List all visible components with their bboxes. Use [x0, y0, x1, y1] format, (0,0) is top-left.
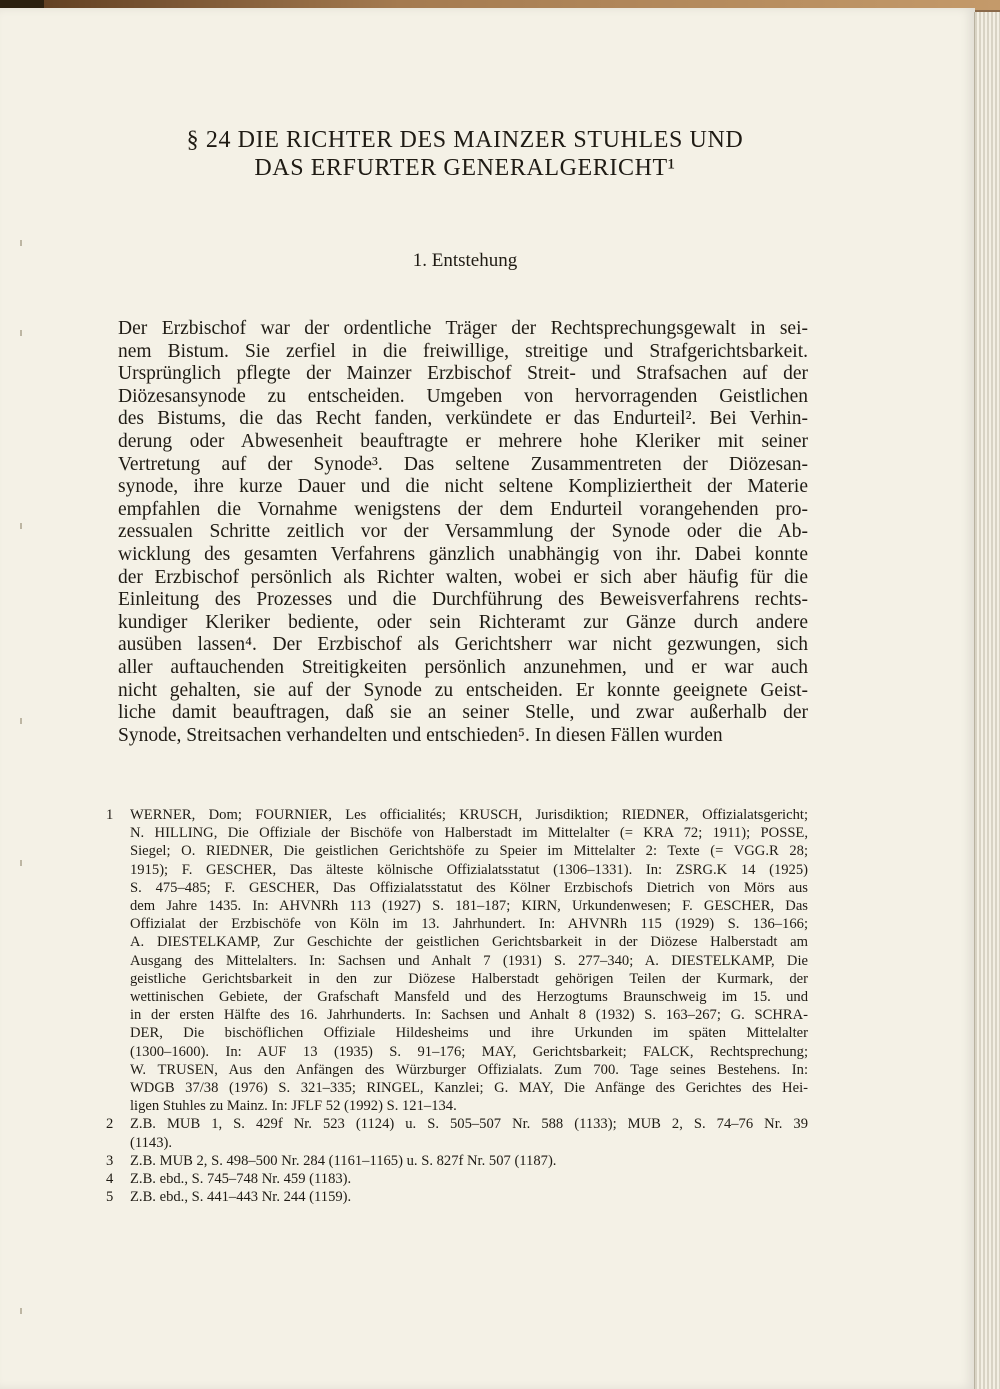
- body-line: ausüben lassen⁴. Der Erzbischof als Gerichtsherr war nicht gezwungen, sich: [118, 634, 808, 656]
- body-line: aller auftauchenden Streitigkeiten persönlich anzunehmen, und er war auch: [118, 656, 808, 678]
- footnote-number: 3: [106, 1152, 114, 1169]
- footnote-line: WERNER, Dom; FOURNIER, Les officialités; KRUSCH, Jurisdiktion; RIEDNER, Offizialatsgericht;: [130, 807, 808, 823]
- footnote-number: 1: [106, 807, 114, 823]
- body-line: des Bistums, die das Recht fanden, verkündete er das Endurteil². Bei Verhin-: [118, 408, 808, 430]
- body-line: Der Erzbischof war der ordentliche Träger der Rechtsprechungsgewalt in sei-: [118, 318, 808, 339]
- footnote-line: dem Jahre 1435. In: AHVNRh 113 (1927) S. 181–187; KIRN, Urkundenwesen; F. GESCHER, Das: [130, 898, 808, 915]
- body-line: derung oder Abwesenheit beauftragte er mehrere hohe Kleriker mit seiner: [118, 430, 808, 452]
- footnote-line: (1300–1600). In: AUF 13 (1935) S. 91–176; MAY, Gerichtsbarkeit; FALCK, Rechtsprechung;: [130, 1043, 808, 1060]
- heading-line-2: DAS ERFURTER GENERALGERICHT¹: [254, 155, 676, 181]
- footnote-line: Z.B. MUB 2, S. 498–500 Nr. 284 (1161–1165) u. S. 827f Nr. 507 (1187).: [130, 1152, 557, 1169]
- footnote-line: S. 475–485; F. GESCHER, Das Offizialatsstatut des Kölner Erzbischofs Dietrich von Mörs aus: [130, 879, 808, 896]
- footnote-number: 2: [106, 1116, 114, 1133]
- footnote-number: 5: [106, 1189, 114, 1206]
- footnote-line: in der ersten Hälfte des 16. Jahrhunderts. In: Sachsen und Anhalt 8 (1932) S. 163–267; G. SCHRA-: [130, 1007, 808, 1024]
- subsection-heading: 1. Entstehung: [412, 250, 518, 271]
- footnote-line: geistliche Gerichtsbarkeit in den zur Diözese Halberstadt gehörigen Teilen der Kurmark, der: [130, 970, 808, 987]
- body-line: Vertretung auf der Synode³. Das seltene Zusammentreten der Diözesan-: [118, 453, 808, 475]
- page-edges: [974, 12, 1000, 1389]
- footnote-line: WDGB 37/38 (1976) S. 321–335; RINGEL, Kanzlei; G. MAY, Die Anfänge des Gerichtes des Hei-: [130, 1080, 808, 1097]
- body-paragraph: [118, 318, 808, 747]
- body-line: nicht gehalten, sie auf der Synode zu entscheiden. Er konnte geeignete Geist-: [118, 679, 808, 701]
- body-line: synode, ihre kurze Dauer und die nicht seltene Kompliziertheit der Materie: [118, 476, 808, 498]
- footnote-line: wettinischen Gebiete, der Grafschaft Mansfeld und des Herzogtums Braunschweig im 15. und: [130, 989, 808, 1006]
- body-line: Diözesansynode zu entscheiden. Umgeben von hervorragenden Geistlichen: [118, 385, 808, 407]
- footnote-line: Z.B. ebd., S. 745–748 Nr. 459 (1183).: [130, 1171, 352, 1188]
- footnote: [106, 1115, 808, 1151]
- body-line: nem Bistum. Sie zerfiel in die freiwillige, streitige und Strafgerichtsbarkeit.: [118, 340, 808, 362]
- body-line: kundiger Kleriker bediente, oder sein Richteramt zur Gänze durch andere: [118, 611, 808, 633]
- body-line: Synode, Streitsachen verhandelten und entschieden⁵. In diesen Fällen wurden: [118, 724, 723, 746]
- footnote-line: W. TRUSEN, Aus den Anfängen des Würzburger Offizialats. Zum 700. Tage seines Bestehens. In:: [130, 1061, 808, 1078]
- section-heading: [120, 126, 810, 182]
- footnote: [106, 1152, 808, 1170]
- footnote: [106, 1188, 808, 1206]
- footnote-line: N. HILLING, Die Offiziale der Bischöfe von Halberstadt im Mittelalter (= KRA 72; 1911); POSSE,: [130, 825, 808, 842]
- body-line: Ursprünglich pflegte der Mainzer Erzbischof Streit- und Strafsachen auf der: [118, 363, 808, 385]
- footnote-line: Ausgang des Mittelalters. In: Sachsen und Anhalt 7 (1931) S. 277–340; A. DIESTELKAMP, Die: [130, 952, 808, 969]
- footnote-line: Siegel; O. RIEDNER, Die geistlichen Gerichtshöfe zu Speier im Mittelalter 2: Texte (= VGG.R 28;: [130, 843, 808, 860]
- heading-line-1: § 24 DIE RICHTER DES MAINZER STUHLES UND: [186, 127, 744, 153]
- footnote-number: 4: [106, 1171, 114, 1188]
- footnote-line: ligen Stuhles zu Mainz. In: JFLF 52 (1992) S. 121–134.: [130, 1098, 457, 1115]
- body-line: Einleitung des Prozesses und die Durchführung des Beweisverfahrens rechts-: [118, 589, 808, 611]
- body-line: der Erzbischof persönlich als Richter walten, wobei er sich aber häufig für die: [118, 566, 808, 588]
- footnote-line: Z.B. ebd., S. 441–443 Nr. 244 (1159).: [130, 1189, 352, 1206]
- footnote-line: (1143).: [130, 1134, 173, 1151]
- body-line: zessualen Schritte zeitlich vor der Versammlung der Synode oder die Ab-: [118, 521, 808, 543]
- body-line: liche damit beauftragen, daß sie an seiner Stelle, und zwar außerhalb der: [118, 702, 808, 724]
- footnote-line: Z.B. MUB 1, S. 429f Nr. 523 (1124) u. S. 505–507 Nr. 588 (1133); MUB 2, S. 74–76 Nr. 39: [130, 1116, 808, 1133]
- footnotes: [106, 806, 808, 1206]
- body-line: empfahlen die Vornahme wenigstens der dem Endurteil vorangehenden pro-: [118, 498, 808, 520]
- footnote: [106, 1170, 808, 1188]
- footnote-line: A. DIESTELKAMP, Zur Geschichte der geistlichen Gerichtsbarkeit in der Diözese Halberstadt am: [130, 934, 808, 951]
- footnote: [106, 806, 808, 1115]
- footnote-line: DER, Die bischöflichen Offiziale Hildesheims und ihre Urkunden im späten Mittelalter: [130, 1025, 808, 1042]
- footnote-line: Offizialat der Erzbischöfe von Köln im 13. Jahrhundert. In: AHVNRh 115 (1929) S. 136–166;: [130, 916, 808, 933]
- body-line: wicklung des gesamten Verfahrens gänzlich unabhängig von ihr. Dabei konnte: [118, 543, 808, 565]
- footnote-line: 1915); F. GESCHER, Das älteste kölnische Offizialatsstatut (1306–1331). In: ZSRG.K 14 (1925): [130, 861, 808, 878]
